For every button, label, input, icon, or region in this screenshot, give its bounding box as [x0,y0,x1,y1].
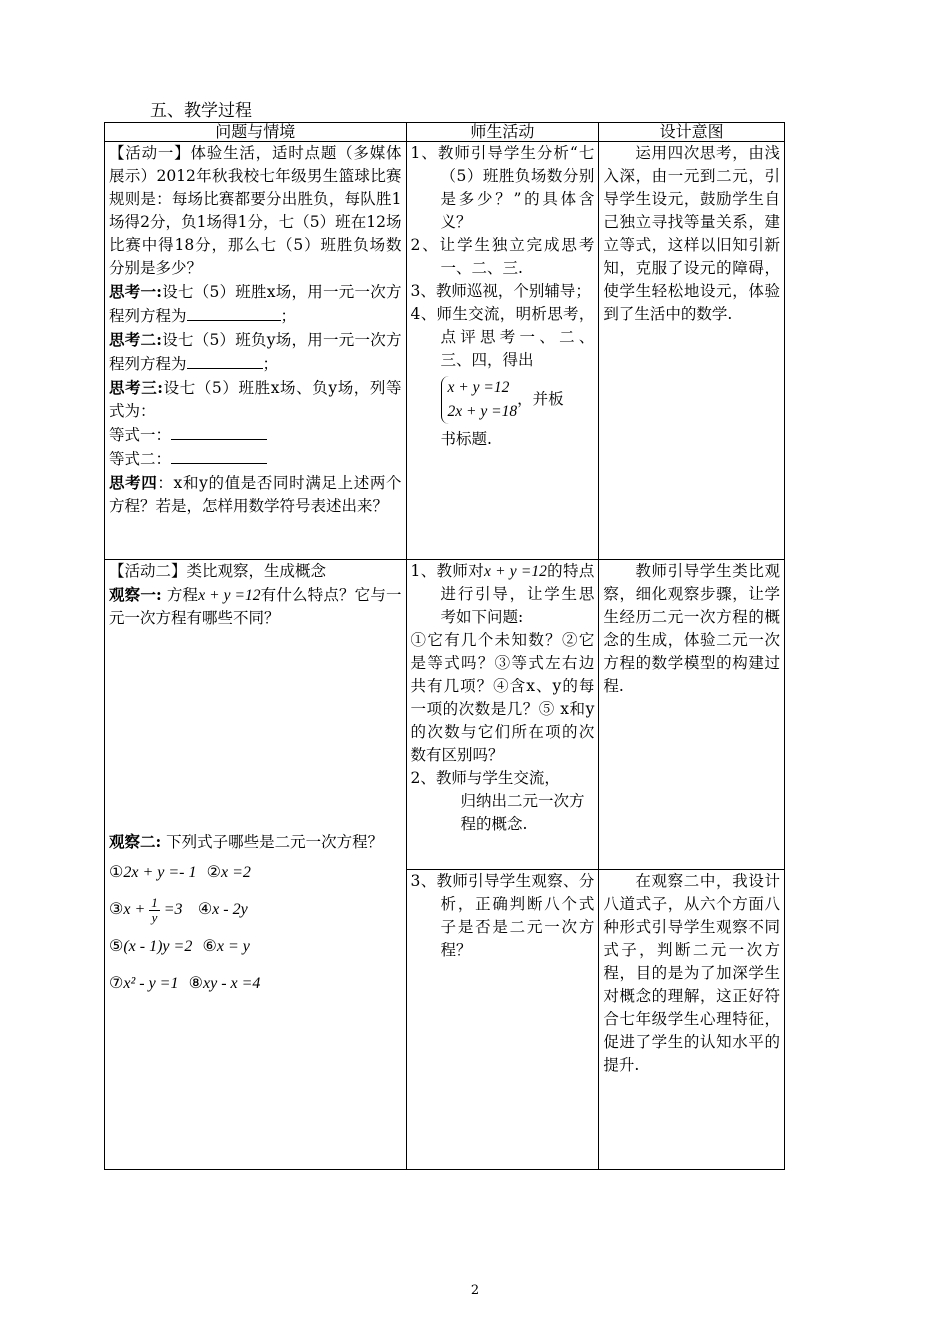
header-problem: 问题与情境 [105,123,407,142]
answer-blank [187,304,281,321]
expr: (x - 1)y =2 [123,938,193,955]
expr: x - 2y [212,901,248,918]
cell-activity-1 [406,142,599,560]
list-item [109,891,402,928]
answer-blank [171,447,267,464]
list-item [109,928,402,965]
expr: x =2 [220,864,251,881]
equation1-label: 等式一： [109,426,172,444]
think1-label: 思考一: [109,282,162,301]
think1-text: 设七（5）班胜x场，用一元一次方程列方程为 [109,283,402,325]
think4 [109,471,402,518]
cell-problem-2 [105,560,407,1170]
think4-text: ：x和y的值是否同时满足上述两个方程？若是，怎样用数学符号表述出来？ [109,474,402,515]
think2-text: 设七（5）班负y场，用一元一次方程列方程为 [109,331,402,373]
activity2-intro: 【活动二】类比观察，生成概念 [109,562,327,580]
cell-problem-1 [105,142,407,560]
teacher-step-3b: 3、教师引导学生观察、分析，正确判断八个式子是否是二元一次方程？ [410,872,595,959]
section-title: 五、教学过程 [150,101,252,121]
teacher-step-1: 1、教师引导学生分析“七（5）班胜负场数分别是多少？”的具体含义？ [410,144,595,231]
cell-design-3 [599,870,785,1170]
answer-blank [187,352,263,369]
equation-system [441,376,518,424]
think3-text: 设七（5）班胜x场、负y场，列等式为： [109,379,402,420]
expr-num: ④ [197,899,213,918]
expr-num: ① [109,862,124,881]
think4-label: 思考四 [109,473,158,492]
think3-label: 思考三: [109,378,164,397]
spacer [109,630,402,830]
expr-num: ③ [109,899,124,918]
teacher-step-4: 4、师生交流，明析思考，点评思考一、二、三、四，得出 [410,305,595,369]
think2 [109,328,402,376]
observe2-text: 下列式子哪些是二元一次方程？ [166,833,384,851]
cell-activity-2 [406,560,599,870]
equation-system-line [411,376,595,424]
think2-end: ； [262,355,279,373]
expr-num: ⑧ [188,973,203,992]
teacher-questions: ①它有几个未知数？②它是等式吗？③等式左右边共有几项？④含x、y的每一项的次数是几？⑤ x和y的次数与它们所在项的次数有区别吗？ [410,631,595,764]
teaching-process-table [104,122,785,1170]
list-item [109,965,402,1002]
after-system-text: ，并板 [517,390,564,408]
design-intent-2: 教师引导学生类比观察，细化观察步骤，让学生经历二元一次方程的概念的生成，体验二元一次方程的数学模型的构建过程. [603,562,780,695]
teacher1-equation: x + y =12 [484,563,547,580]
expr: x = y [216,938,250,955]
table-row [105,142,785,560]
equation2-label: 等式二： [109,450,172,468]
observe2 [109,830,402,854]
expr-num: ⑦ [109,973,124,992]
expr: xy - x =4 [202,975,261,992]
system-equation-1: x + y =12 [447,379,510,396]
think1 [109,280,402,328]
teacher1-post: 的特点进行引导，让学生思考如下问题: [440,562,595,626]
activity1-intro: 【活动一】体验生活，适时点题（多媒体展示）2012年秋我校七年级男生篮球比赛规则是：每场比赛都要分出胜负，每队胜1场得2分，负1场得1分，七（5）班在12场比赛中得18分，那么七（5）班胜负场数分别是多少？ [109,144,402,277]
cell-design-2 [599,560,785,870]
observe1-label: 观察一: [109,585,162,604]
expr: 2x + y =- 1 [123,864,197,881]
list-item [109,854,402,891]
design-intent-1: 运用四次思考，由浅入深，由一元到二元，引导学生设元，鼓励学生自己独立寻找等量关系，建立等式，这样以旧知引新知，克服了设元的障碍，使学生轻松地设元，体验到了生活中的数学. [603,144,780,323]
cell-activity-3 [406,870,599,1170]
expression-list [109,854,402,1002]
observe1-equation: x + y =12 [198,587,261,604]
expr: x² - y =1 [123,975,179,992]
header-design: 设计意图 [599,123,785,142]
after-system-text-2: 书标题. [440,430,492,448]
teacher-step-2b: 2、教师与学生交流， [410,769,560,787]
think3 [109,376,402,423]
observe1-post: 有什么特点？它与一元一次方程有哪些不同？ [109,586,402,627]
think2-label: 思考二: [109,330,162,349]
observe1 [109,583,402,630]
teacher-step-2b-cont: 归纳出二元一次方程的概念. [460,792,585,833]
header-activity: 师生活动 [406,123,599,142]
teacher-step-2: 2、让学生独立完成思考一、二、三. [410,236,595,277]
expr-num: ⑥ [202,936,217,955]
table-row [105,560,785,870]
page-number: 2 [470,1283,480,1298]
cell-design-1 [599,142,785,560]
expr-fraction: x + $\frac{1}{y}$ =3 [123,894,183,925]
teacher-step-1b [411,560,595,629]
expr-num: ⑤ [109,936,124,955]
equation1-line [109,423,402,447]
table-header-row [105,123,785,142]
equation2-line [109,447,402,471]
observe2-label: 观察二: [109,832,162,851]
design-intent-3: 在观察二中，我设计八道式子，从六个方面八种形式引导学生观察不同式子，判断二元一次方程，目的是为了加深学生对概念的理解，这正好符合七年级学生心理特征，促进了学生的认知水平的提升. [603,872,780,1074]
think1-end: ； [280,307,297,325]
teacher-step-3: 3、教师巡视，个别辅导； [410,282,591,300]
teacher1-pre: 1、教师对 [410,562,485,580]
expr-num: ② [206,862,221,881]
observe1-pre: 方程 [166,586,199,604]
answer-blank [171,423,267,440]
system-equation-2: 2x + y =18 [447,403,518,420]
